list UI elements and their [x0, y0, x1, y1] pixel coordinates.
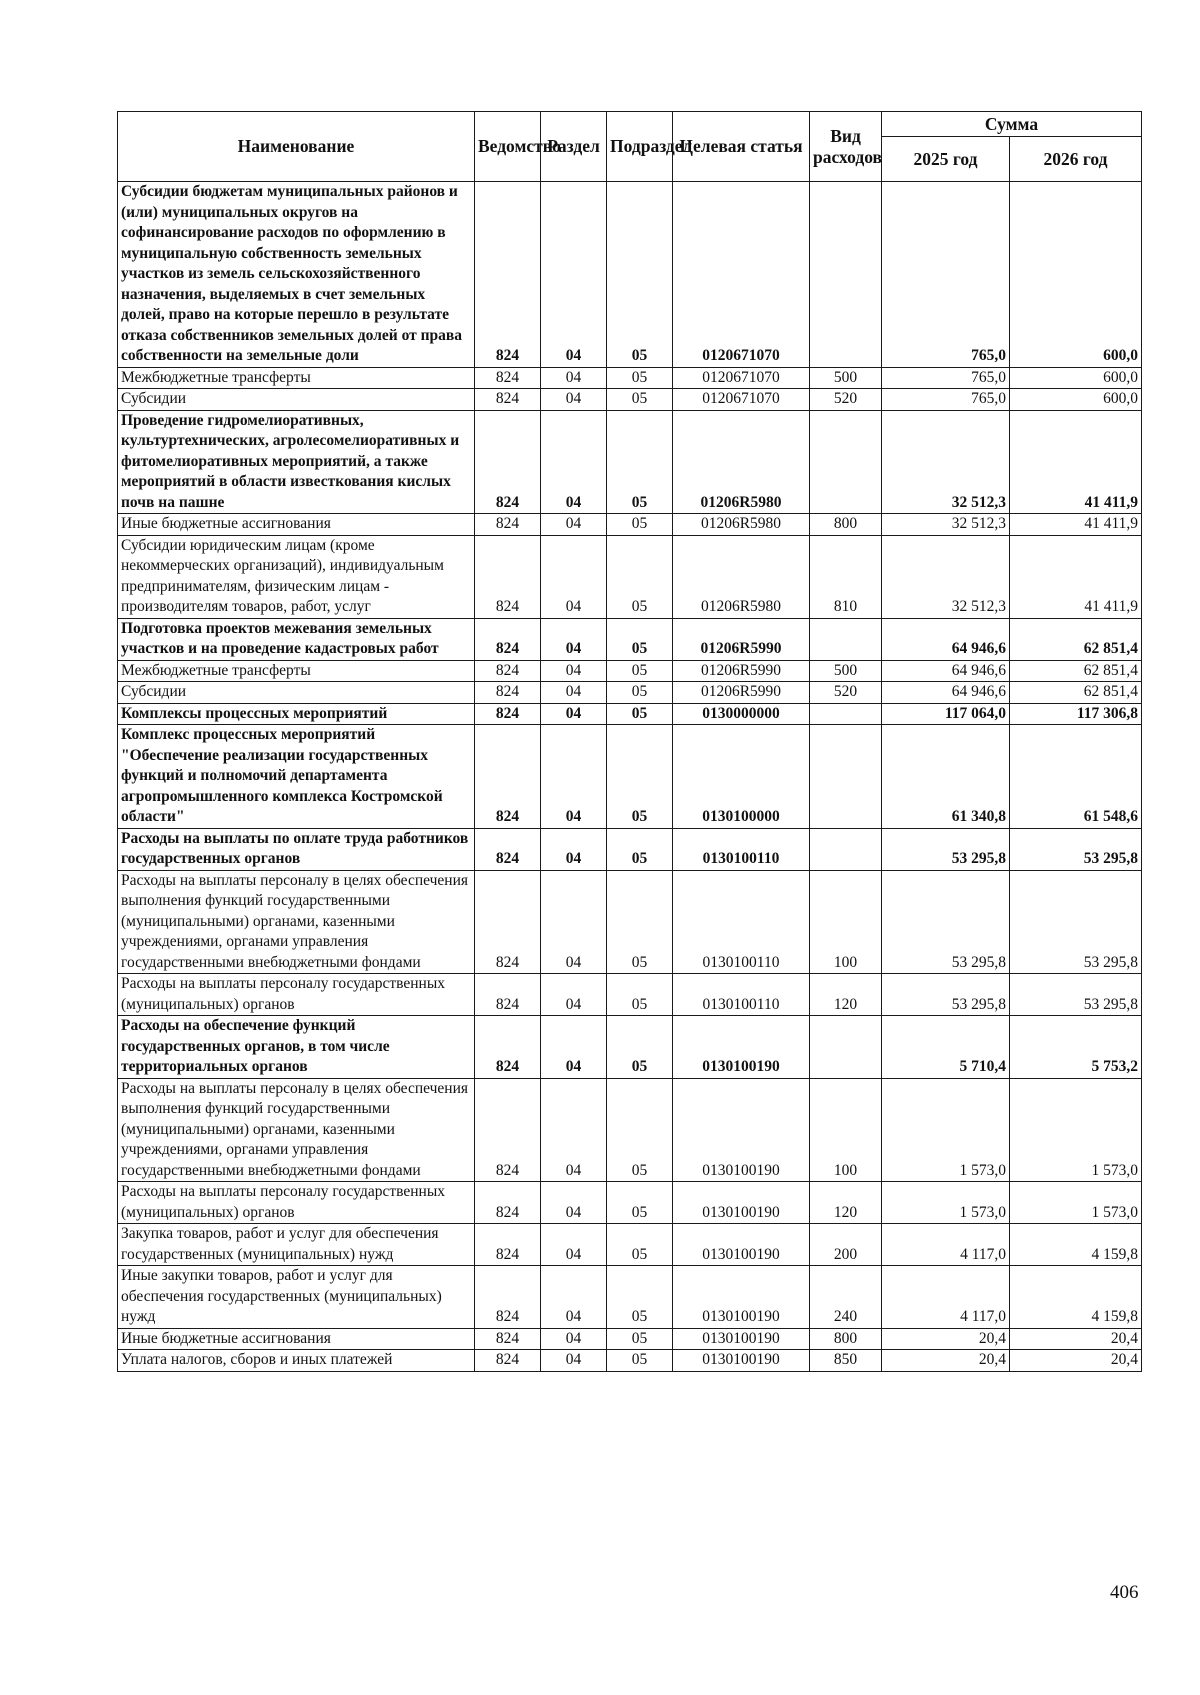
cell-name: Иные бюджетные ассигнования: [118, 1328, 475, 1350]
cell-vedomstvo: 824: [475, 367, 541, 389]
cell-podrazdel: 05: [607, 1350, 673, 1372]
cell-article: 0130100190: [673, 1224, 810, 1266]
cell-article: 0120671070: [673, 389, 810, 411]
cell-vedomstvo: 824: [475, 725, 541, 829]
cell-podrazdel: 05: [607, 410, 673, 514]
header-article: Целевая статья: [673, 112, 810, 182]
table-row: [118, 182, 1142, 368]
cell-vedomstvo: 824: [475, 410, 541, 514]
cell-podrazdel: 05: [607, 974, 673, 1016]
header-podrazdel: Подраздел: [607, 112, 673, 182]
cell-article: 0130100190: [673, 1182, 810, 1224]
table-row: [118, 1182, 1142, 1224]
cell-name: Субсидии: [118, 389, 475, 411]
cell-sum-2026: 53 295,8: [1010, 974, 1142, 1016]
cell-vid: [810, 703, 882, 725]
cell-vid: 520: [810, 682, 882, 704]
table-row: [118, 410, 1142, 514]
cell-sum-2025: 53 295,8: [882, 870, 1010, 974]
cell-article: 0130100190: [673, 1266, 810, 1329]
cell-vid: 520: [810, 389, 882, 411]
cell-article: 01206R5980: [673, 410, 810, 514]
cell-vid: 800: [810, 1328, 882, 1350]
cell-sum-2026: 41 411,9: [1010, 514, 1142, 536]
cell-sum-2026: 20,4: [1010, 1350, 1142, 1372]
cell-vid: [810, 182, 882, 368]
header-summa: Сумма: [882, 112, 1142, 137]
cell-razdel: 04: [541, 974, 607, 1016]
cell-sum-2026: 1 573,0: [1010, 1182, 1142, 1224]
cell-sum-2026: 62 851,4: [1010, 618, 1142, 660]
cell-sum-2025: 1 573,0: [882, 1182, 1010, 1224]
cell-article: 0130100190: [673, 1078, 810, 1182]
cell-sum-2025: 1 573,0: [882, 1078, 1010, 1182]
cell-sum-2025: 765,0: [882, 389, 1010, 411]
table-row: [118, 1350, 1142, 1372]
cell-article: 0130100190: [673, 1350, 810, 1372]
cell-podrazdel: 05: [607, 682, 673, 704]
header-2026: 2026 год: [1010, 137, 1142, 182]
cell-vid: [810, 725, 882, 829]
cell-article: 0130100190: [673, 1328, 810, 1350]
cell-sum-2026: 5 753,2: [1010, 1016, 1142, 1079]
table-row: [118, 1266, 1142, 1329]
cell-sum-2026: 41 411,9: [1010, 410, 1142, 514]
cell-sum-2025: 4 117,0: [882, 1224, 1010, 1266]
cell-name: Расходы на обеспечение функций государственных органов, в том числе территориальных органов: [118, 1016, 475, 1079]
cell-podrazdel: 05: [607, 535, 673, 618]
cell-sum-2025: 64 946,6: [882, 660, 1010, 682]
cell-podrazdel: 05: [607, 514, 673, 536]
table-row: [118, 367, 1142, 389]
cell-razdel: 04: [541, 367, 607, 389]
cell-vedomstvo: 824: [475, 182, 541, 368]
cell-razdel: 04: [541, 660, 607, 682]
cell-vedomstvo: 824: [475, 682, 541, 704]
cell-vid: 200: [810, 1224, 882, 1266]
cell-razdel: 04: [541, 1078, 607, 1182]
cell-sum-2026: 53 295,8: [1010, 870, 1142, 974]
cell-sum-2025: 32 512,3: [882, 535, 1010, 618]
cell-razdel: 04: [541, 514, 607, 536]
cell-vedomstvo: 824: [475, 828, 541, 870]
cell-razdel: 04: [541, 182, 607, 368]
cell-name: Комплекс процессных мероприятий "Обеспечение реализации государственных функций и полномочий департамента агропромышленного комплекса Костромской области": [118, 725, 475, 829]
cell-podrazdel: 05: [607, 389, 673, 411]
cell-podrazdel: 05: [607, 1078, 673, 1182]
cell-name: Иные закупки товаров, работ и услуг для обеспечения государственных (муниципальных) нужд: [118, 1266, 475, 1329]
cell-sum-2025: 5 710,4: [882, 1016, 1010, 1079]
cell-article: 01206R5980: [673, 514, 810, 536]
cell-sum-2025: 53 295,8: [882, 828, 1010, 870]
page-number: 406: [1110, 1582, 1139, 1603]
header-name: Наименование: [118, 112, 475, 182]
cell-article: 0130100000: [673, 725, 810, 829]
table-body: [118, 182, 1142, 1372]
budget-table: [117, 111, 1142, 1372]
cell-razdel: 04: [541, 1266, 607, 1329]
cell-sum-2025: 32 512,3: [882, 514, 1010, 536]
cell-sum-2026: 600,0: [1010, 367, 1142, 389]
cell-razdel: 04: [541, 1016, 607, 1079]
cell-vedomstvo: 824: [475, 870, 541, 974]
table-row: [118, 389, 1142, 411]
cell-vid: 120: [810, 1182, 882, 1224]
cell-vid: 100: [810, 870, 882, 974]
cell-article: 0130100110: [673, 974, 810, 1016]
cell-name: Проведение гидромелиоративных, культуртехнических, агролесомелиоративных и фитомелиоративных мероприятий, а также мероприятий в области известкования кислых почв на пашне: [118, 410, 475, 514]
cell-sum-2026: 4 159,8: [1010, 1266, 1142, 1329]
cell-razdel: 04: [541, 1328, 607, 1350]
cell-vid: [810, 828, 882, 870]
cell-razdel: 04: [541, 1224, 607, 1266]
cell-razdel: 04: [541, 535, 607, 618]
cell-podrazdel: 05: [607, 1266, 673, 1329]
cell-article: 0130100110: [673, 828, 810, 870]
cell-name: Межбюджетные трансферты: [118, 367, 475, 389]
header-razdel: Раздел: [541, 112, 607, 182]
cell-name: Субсидии бюджетам муниципальных районов и (или) муниципальных округов на софинансирование расходов по оформлению в муниципальную собственность земельных участков из земель сельскохозяйственного назначения, выделяемых в счет земельных долей, право на которые перешло в результате отказа собственников земельных долей от права собственности на земельные доли: [118, 182, 475, 368]
cell-podrazdel: 05: [607, 1224, 673, 1266]
table-row: [118, 514, 1142, 536]
cell-razdel: 04: [541, 1182, 607, 1224]
cell-sum-2026: 62 851,4: [1010, 660, 1142, 682]
cell-sum-2026: 4 159,8: [1010, 1224, 1142, 1266]
table-row: [118, 1078, 1142, 1182]
table-row: [118, 1328, 1142, 1350]
cell-name: Расходы на выплаты персоналу в целях обеспечения выполнения функций государственными (муниципальными) органами, казенными учреждениями, органами управления государственными внебюджетными фондами: [118, 1078, 475, 1182]
cell-name: Субсидии юридическим лицам (кроме некоммерческих организаций), индивидуальным предпринимателям, физическим лицам - производителям товаров, работ, услуг: [118, 535, 475, 618]
cell-vedomstvo: 824: [475, 514, 541, 536]
cell-sum-2025: 765,0: [882, 367, 1010, 389]
cell-sum-2026: 41 411,9: [1010, 535, 1142, 618]
cell-vid: 500: [810, 367, 882, 389]
cell-name: Межбюджетные трансферты: [118, 660, 475, 682]
cell-vid: 100: [810, 1078, 882, 1182]
cell-sum-2025: 20,4: [882, 1350, 1010, 1372]
header-vedomstvo: Ведомство: [475, 112, 541, 182]
cell-sum-2025: 64 946,6: [882, 682, 1010, 704]
cell-name: Расходы на выплаты персоналу государственных (муниципальных) органов: [118, 974, 475, 1016]
cell-name: Расходы на выплаты персоналу в целях обеспечения выполнения функций государственными (муниципальными) органами, казенными учреждениями, органами управления государственными внебюджетными фондами: [118, 870, 475, 974]
cell-vid: 500: [810, 660, 882, 682]
cell-sum-2025: 117 064,0: [882, 703, 1010, 725]
cell-article: 0120671070: [673, 182, 810, 368]
cell-article: 01206R5990: [673, 618, 810, 660]
table-row: [118, 660, 1142, 682]
cell-vedomstvo: 824: [475, 535, 541, 618]
cell-name: Субсидии: [118, 682, 475, 704]
cell-razdel: 04: [541, 682, 607, 704]
table-header: [118, 112, 1142, 182]
table-row: [118, 725, 1142, 829]
cell-vedomstvo: 824: [475, 1350, 541, 1372]
cell-article: 0130100190: [673, 1016, 810, 1079]
cell-vid: 120: [810, 974, 882, 1016]
cell-sum-2026: 600,0: [1010, 182, 1142, 368]
cell-name: Расходы на выплаты по оплате труда работников государственных органов: [118, 828, 475, 870]
cell-podrazdel: 05: [607, 660, 673, 682]
cell-name: Комплексы процессных мероприятий: [118, 703, 475, 725]
cell-razdel: 04: [541, 703, 607, 725]
cell-sum-2026: 53 295,8: [1010, 828, 1142, 870]
cell-article: 0120671070: [673, 367, 810, 389]
cell-podrazdel: 05: [607, 1016, 673, 1079]
cell-razdel: 04: [541, 410, 607, 514]
cell-vedomstvo: 824: [475, 1266, 541, 1329]
cell-name: Расходы на выплаты персоналу государственных (муниципальных) органов: [118, 1182, 475, 1224]
cell-razdel: 04: [541, 1350, 607, 1372]
table-row: [118, 1224, 1142, 1266]
cell-name: Иные бюджетные ассигнования: [118, 514, 475, 536]
cell-podrazdel: 05: [607, 828, 673, 870]
cell-sum-2026: 1 573,0: [1010, 1078, 1142, 1182]
cell-vedomstvo: 824: [475, 1182, 541, 1224]
cell-razdel: 04: [541, 828, 607, 870]
cell-razdel: 04: [541, 389, 607, 411]
cell-name: Уплата налогов, сборов и иных платежей: [118, 1350, 475, 1372]
cell-article: 0130100110: [673, 870, 810, 974]
cell-sum-2026: 62 851,4: [1010, 682, 1142, 704]
cell-podrazdel: 05: [607, 870, 673, 974]
cell-sum-2025: 4 117,0: [882, 1266, 1010, 1329]
table-row: [118, 870, 1142, 974]
cell-sum-2026: 600,0: [1010, 389, 1142, 411]
table-row: [118, 703, 1142, 725]
table-row: [118, 535, 1142, 618]
cell-podrazdel: 05: [607, 703, 673, 725]
cell-vedomstvo: 824: [475, 1328, 541, 1350]
cell-podrazdel: 05: [607, 1182, 673, 1224]
table-row: [118, 618, 1142, 660]
cell-podrazdel: 05: [607, 725, 673, 829]
cell-article: 01206R5990: [673, 660, 810, 682]
cell-vid: [810, 1016, 882, 1079]
cell-vedomstvo: 824: [475, 389, 541, 411]
cell-sum-2025: 61 340,8: [882, 725, 1010, 829]
cell-razdel: 04: [541, 618, 607, 660]
cell-vedomstvo: 824: [475, 703, 541, 725]
cell-vedomstvo: 824: [475, 974, 541, 1016]
cell-sum-2025: 64 946,6: [882, 618, 1010, 660]
cell-article: 01206R5990: [673, 682, 810, 704]
cell-razdel: 04: [541, 870, 607, 974]
header-2025: 2025 год: [882, 137, 1010, 182]
cell-name: Закупка товаров, работ и услуг для обеспечения государственных (муниципальных) нужд: [118, 1224, 475, 1266]
cell-sum-2025: 765,0: [882, 182, 1010, 368]
cell-sum-2025: 32 512,3: [882, 410, 1010, 514]
cell-podrazdel: 05: [607, 1328, 673, 1350]
table-row: [118, 974, 1142, 1016]
table-row: [118, 682, 1142, 704]
cell-article: 0130000000: [673, 703, 810, 725]
cell-vid: [810, 410, 882, 514]
cell-article: 01206R5980: [673, 535, 810, 618]
cell-sum-2026: 117 306,8: [1010, 703, 1142, 725]
table-row: [118, 828, 1142, 870]
cell-podrazdel: 05: [607, 182, 673, 368]
cell-sum-2025: 20,4: [882, 1328, 1010, 1350]
cell-podrazdel: 05: [607, 367, 673, 389]
cell-vid: 800: [810, 514, 882, 536]
cell-vedomstvo: 824: [475, 618, 541, 660]
cell-sum-2026: 61 548,6: [1010, 725, 1142, 829]
cell-vid: 810: [810, 535, 882, 618]
cell-vedomstvo: 824: [475, 1224, 541, 1266]
cell-sum-2025: 53 295,8: [882, 974, 1010, 1016]
cell-vid: [810, 618, 882, 660]
cell-razdel: 04: [541, 725, 607, 829]
cell-podrazdel: 05: [607, 618, 673, 660]
cell-name: Подготовка проектов межевания земельных участков и на проведение кадастровых работ: [118, 618, 475, 660]
cell-vedomstvo: 824: [475, 660, 541, 682]
cell-vid: 850: [810, 1350, 882, 1372]
table-row: [118, 1016, 1142, 1079]
header-vid: Вид расходов: [810, 112, 882, 182]
cell-vedomstvo: 824: [475, 1078, 541, 1182]
cell-vid: 240: [810, 1266, 882, 1329]
cell-vedomstvo: 824: [475, 1016, 541, 1079]
cell-sum-2026: 20,4: [1010, 1328, 1142, 1350]
